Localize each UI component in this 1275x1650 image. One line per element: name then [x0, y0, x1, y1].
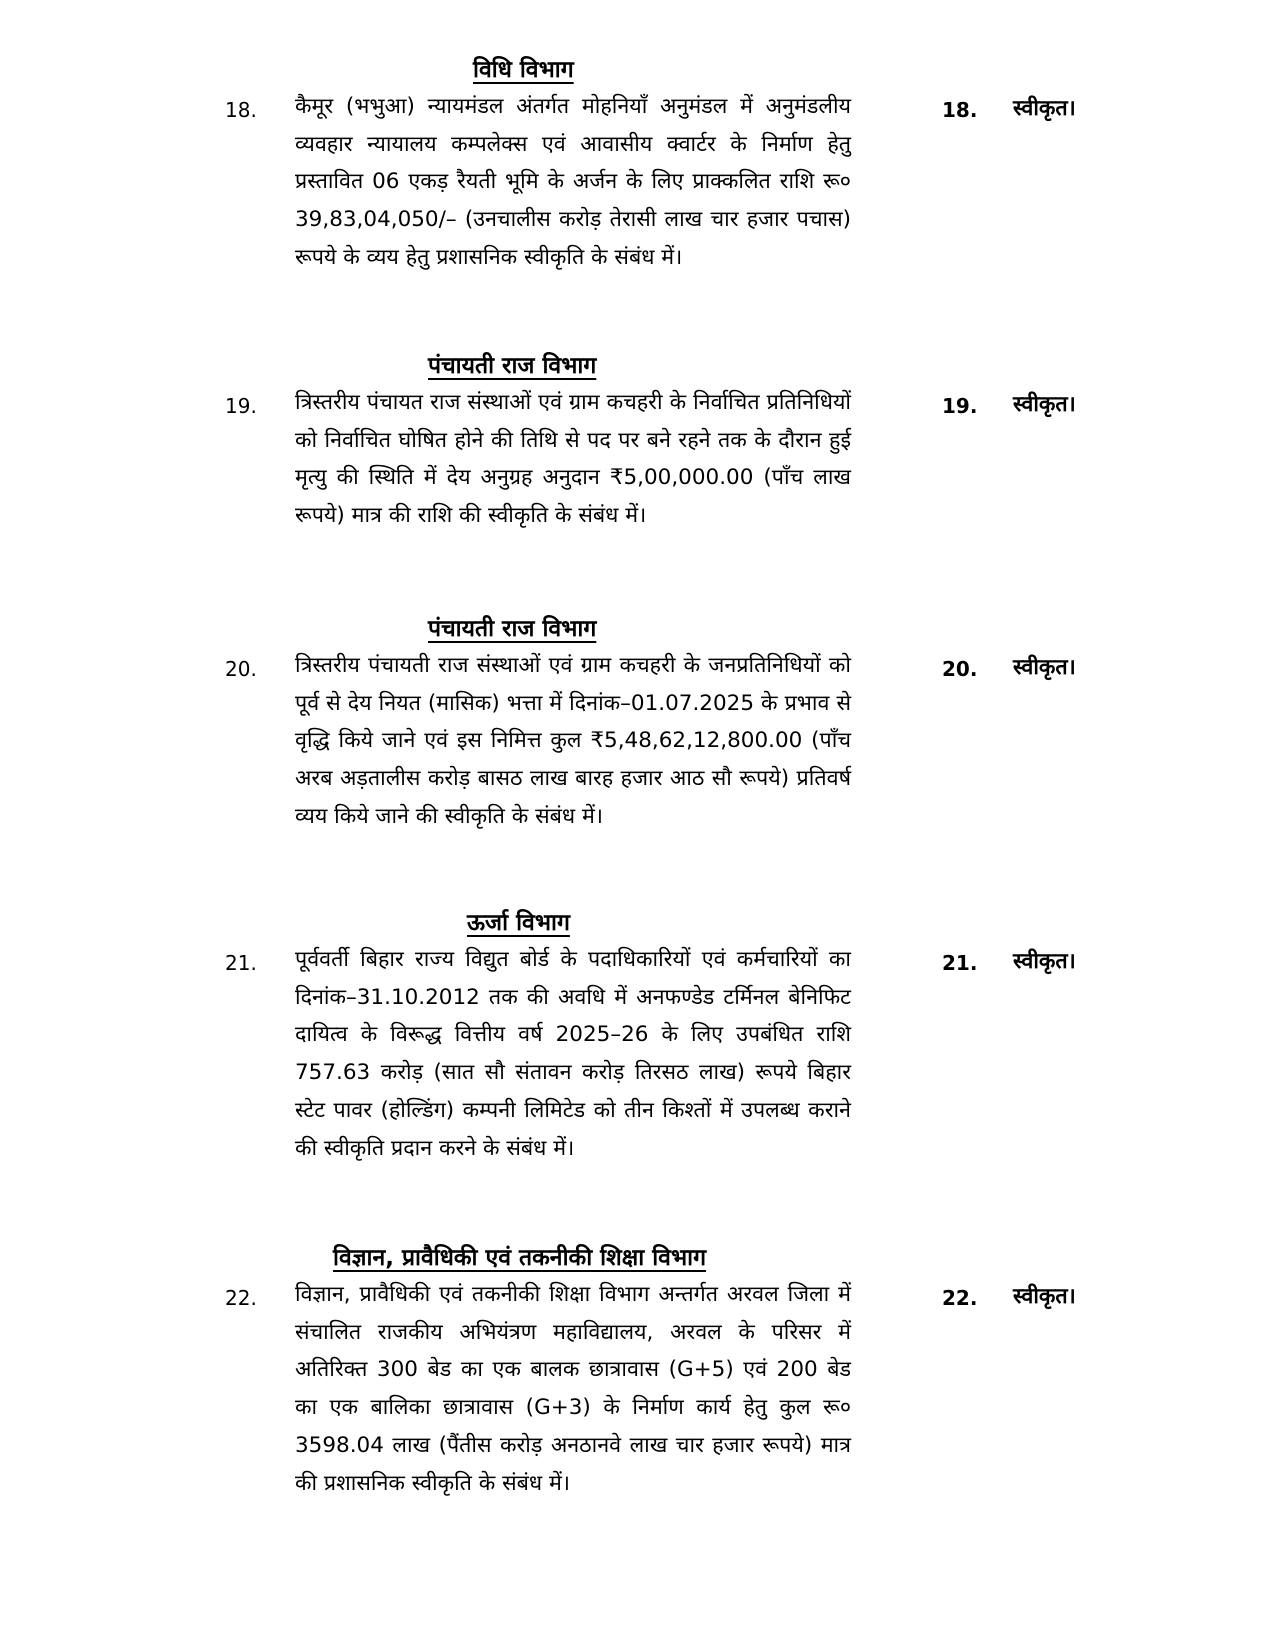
decision-status: स्वीकृत। — [1013, 1284, 1076, 1309]
department-heading: ऊर्जा विभाग — [467, 910, 570, 936]
item-description: विज्ञान, प्रावैधिकी एवं तकनीकी शिक्षा विभाग अन्तर्गत अरवल जिला में संचालित राजकीय अभियंत्रण महाविद्यालय, अरवल के परिसर में अतिरिक्त 300 बेड का एक बालक छात्रावास (G+5) एवं 200 बेड का एक बालिका छात्रावास (G+3) के निर्माण कार्य हेतु कुल रू० 3598.04 लाख (पैंतीस करोड़ अनठानवे लाख चार हजार रूपये) मात्र की प्रशासनिक स्वीकृति के संबंध में। — [295, 1282, 851, 1496]
department-heading: पंचायती राज विभाग — [428, 353, 597, 379]
department-heading: विधि विभाग — [473, 57, 574, 83]
item-description: पूर्ववर्ती बिहार राज्य विद्युत बोर्ड के पदाधिकारियों एवं कर्मचारियों का दिनांक–31.10.2012 तक की अवधि में अनफण्डेड टर्मिनल बेनिफिट दायित्व के विरूद्ध वित्तीय वर्ष 2025–26 के लिए उपबंधित राशि 757.63 करोड़ (सात सौ संतावन करोड़ तिरसठ लाख) रूपये बिहार स्टेट पावर (होल्डिंग) कम्पनी लिमिटेड को तीन किश्तों में उपलब्ध कराने की स्वीकृति प्रदान करने के संबंध में। — [295, 947, 851, 1161]
item-number: 18. — [225, 98, 257, 122]
decision-number: 20. — [942, 657, 978, 681]
decision-number: 21. — [942, 951, 978, 975]
department-heading: विज्ञान, प्रावैधिकी एवं तकनीकी शिक्षा विभाग — [333, 1245, 707, 1271]
item-number: 21. — [225, 951, 257, 975]
item-number: 22. — [225, 1286, 257, 1310]
decision-status: स्वीकृत। — [1013, 949, 1076, 974]
decision-status: स्वीकृत। — [1013, 96, 1076, 121]
item-description: कैमूर (भभुआ) न्यायमंडल अंतर्गत मोहनियाँ अनुमंडल में अनुमंडलीय व्यवहार न्यायालय कम्पलेक्स एवं आवासीय क्वार्टर के निर्माण हेतु प्रस्तावित 06 एकड़ रैयती भूमि के अर्जन के लिए प्राक्कलित राशि रू० 39,83,04,050/– (उनचालीस करोड़ तेरासी लाख चार हजार पचास) रूपये के व्यय हेतु प्रशासनिक स्वीकृति के संबंध में। — [295, 94, 851, 270]
department-heading: पंचायती राज विभाग — [428, 616, 597, 642]
decision-number: 22. — [942, 1286, 978, 1310]
decision-number: 19. — [942, 394, 978, 418]
item-description: त्रिस्तरीय पंचायती राज संस्थाओं एवं ग्राम कचहरी के जनप्रतिनिधियों को पूर्व से देय नियत (मासिक) भत्ता में दिनांक–01.07.2025 के प्रभाव से वृद्धि किये जाने एवं इस निमित्त कुल ₹5,48,62,12,800.00 (पाँच अरब अड़तालीस करोड़ बासठ लाख बारह हजार आठ सौ रूपये) प्रतिवर्ष व्यय किये जाने की स्वीकृति के संबंध में। — [295, 653, 851, 829]
decision-number: 18. — [942, 98, 978, 122]
decision-status: स्वीकृत। — [1013, 392, 1076, 417]
decision-status: स्वीकृत। — [1013, 655, 1076, 680]
item-description: त्रिस्तरीय पंचायत राज संस्थाओं एवं ग्राम कचहरी के निर्वाचित प्रतिनिधियों को निर्वाचित घोषित होने की तिथि से पद पर बने रहने तक के दौरान हुई मृत्यु की स्थिति में देय अनुग्रह अनुदान ₹5,00,000.00 (पाँच लाख रूपये) मात्र की राशि की स्वीकृति के संबंध में। — [295, 390, 851, 529]
item-number: 20. — [225, 657, 257, 681]
item-number: 19. — [225, 394, 257, 418]
